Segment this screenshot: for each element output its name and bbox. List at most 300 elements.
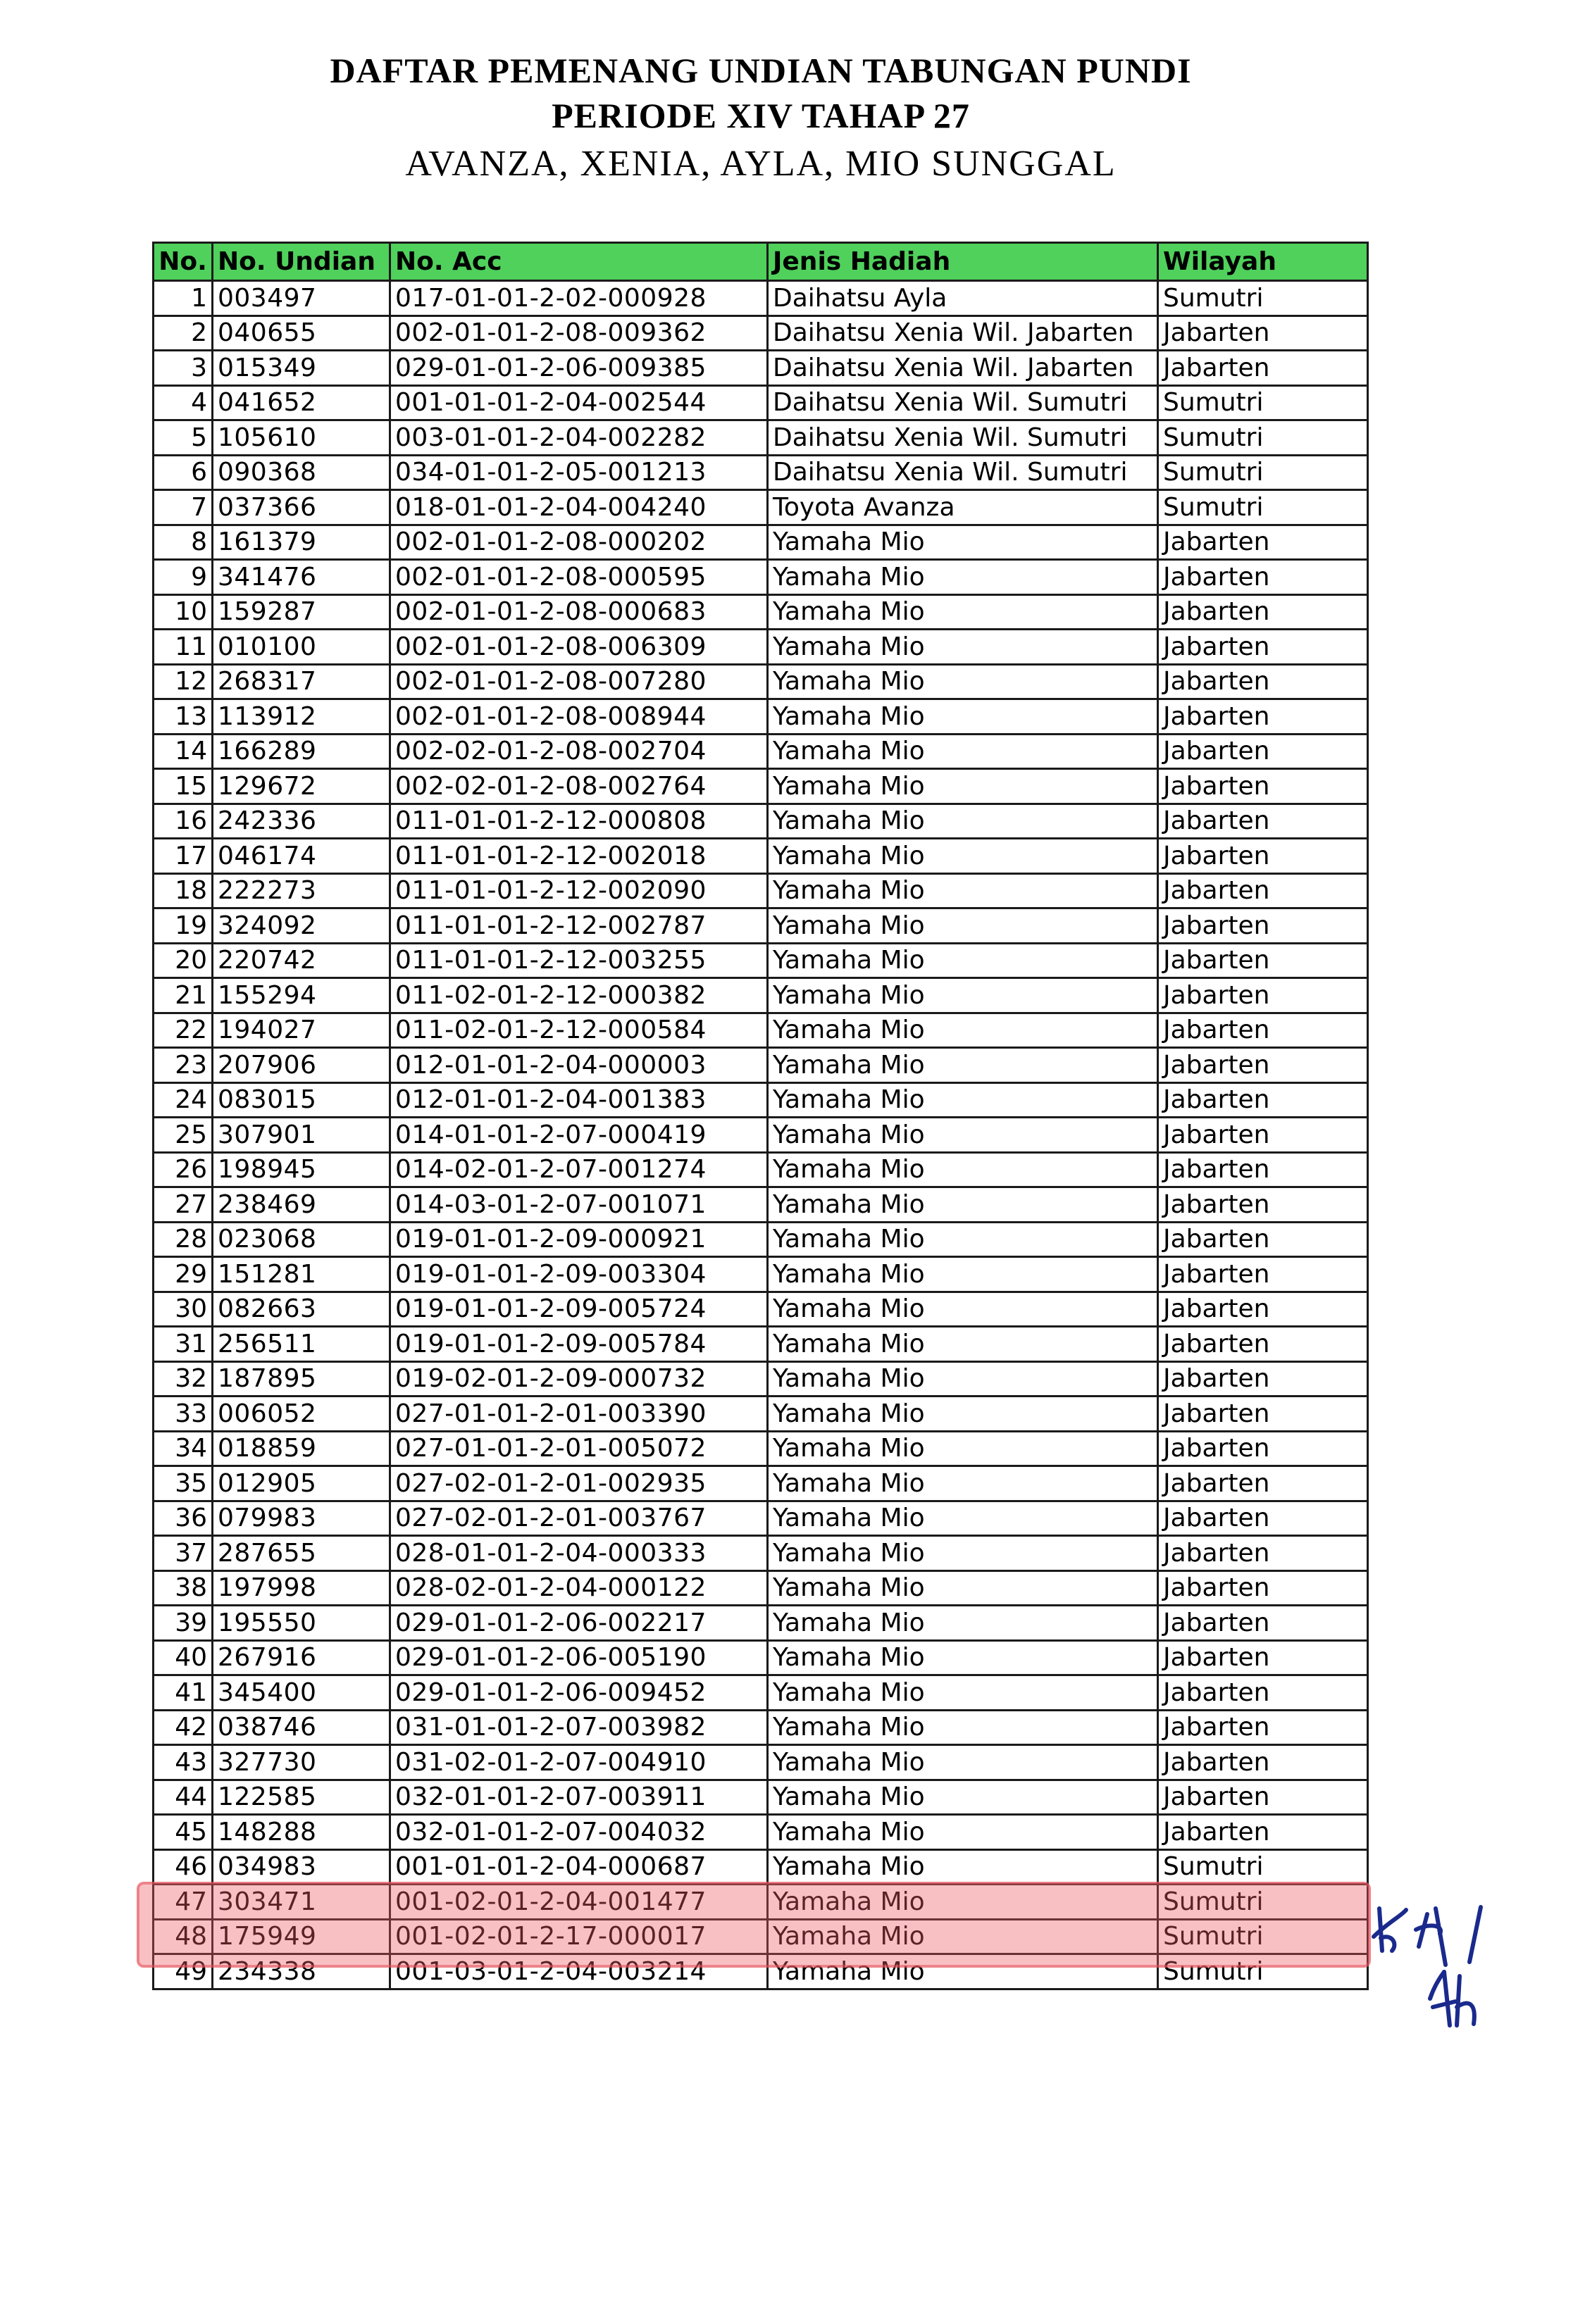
cell-acc: 032-01-01-2-07-004032 <box>390 1815 768 1850</box>
winners-table <box>152 242 1369 1990</box>
cell-hadiah: Yamaha Mio <box>768 1710 1158 1745</box>
table-row <box>154 1570 1368 1606</box>
cell-wilayah: Jabarten <box>1158 1361 1368 1397</box>
cell-wilayah: Sumutri <box>1158 281 1368 316</box>
cell-no: 25 <box>154 1118 213 1153</box>
cell-hadiah: Yamaha Mio <box>768 1361 1158 1397</box>
cell-undian: 046174 <box>213 839 390 874</box>
cell-undian: 083015 <box>213 1082 390 1118</box>
cell-acc: 002-01-01-2-08-000595 <box>390 560 768 595</box>
cell-undian: 151281 <box>213 1257 390 1292</box>
cell-acc: 001-02-01-2-04-001477 <box>390 1885 768 1920</box>
period-title: PERIODE XIV TAHAP 27 <box>552 96 970 135</box>
cell-hadiah: Yamaha Mio <box>768 1849 1158 1885</box>
header-acc: No. Acc <box>390 243 768 281</box>
table-row <box>154 1849 1368 1885</box>
cell-acc: 011-02-01-2-12-000584 <box>390 1013 768 1048</box>
cell-wilayah: Jabarten <box>1158 839 1368 874</box>
cell-hadiah: Yamaha Mio <box>768 1675 1158 1711</box>
cell-wilayah: Jabarten <box>1158 908 1368 944</box>
table-row <box>154 1361 1368 1397</box>
cell-no: 22 <box>154 1013 213 1048</box>
cell-acc: 014-03-01-2-07-001071 <box>390 1187 768 1223</box>
table-row <box>154 978 1368 1013</box>
table-row <box>154 1292 1368 1327</box>
cell-wilayah: Jabarten <box>1158 560 1368 595</box>
cell-acc: 002-01-01-2-08-008944 <box>390 699 768 735</box>
cell-undian: 159287 <box>213 594 390 630</box>
cell-wilayah: Jabarten <box>1158 1501 1368 1536</box>
cell-no: 10 <box>154 594 213 630</box>
header-undian: No. Undian <box>213 243 390 281</box>
cell-acc: 019-01-01-2-09-005784 <box>390 1327 768 1362</box>
cell-undian: 034983 <box>213 1849 390 1885</box>
table-header-row <box>154 243 1368 281</box>
cell-hadiah: Yamaha Mio <box>768 594 1158 630</box>
cell-wilayah: Jabarten <box>1158 1118 1368 1153</box>
cell-undian: 175949 <box>213 1919 390 1954</box>
cell-acc: 029-01-01-2-06-009385 <box>390 351 768 386</box>
cell-wilayah: Jabarten <box>1158 1815 1368 1850</box>
cell-undian: 327730 <box>213 1745 390 1780</box>
cell-no: 49 <box>154 1954 213 1989</box>
cell-undian: 041652 <box>213 385 390 420</box>
cell-undian: 012905 <box>213 1466 390 1501</box>
cell-no: 21 <box>154 978 213 1013</box>
table-row <box>154 873 1368 908</box>
table-row <box>154 420 1368 456</box>
cell-no: 24 <box>154 1082 213 1118</box>
cell-wilayah: Jabarten <box>1158 1466 1368 1501</box>
cell-hadiah: Yamaha Mio <box>768 1919 1158 1954</box>
cell-no: 15 <box>154 769 213 804</box>
cell-acc: 027-01-01-2-01-003390 <box>390 1397 768 1432</box>
cell-undian: 105610 <box>213 420 390 456</box>
cell-wilayah: Jabarten <box>1158 630 1368 665</box>
cell-hadiah: Daihatsu Xenia Wil. Sumutri <box>768 455 1158 490</box>
table-row <box>154 1327 1368 1362</box>
cell-undian: 122585 <box>213 1780 390 1815</box>
table-row <box>154 1815 1368 1850</box>
cell-undian: 220742 <box>213 943 390 978</box>
table-row <box>154 316 1368 351</box>
cell-hadiah: Yamaha Mio <box>768 699 1158 735</box>
header-no: No. <box>154 243 213 281</box>
cell-undian: 287655 <box>213 1536 390 1571</box>
cell-no: 36 <box>154 1501 213 1536</box>
cell-hadiah: Daihatsu Xenia Wil. Sumutri <box>768 385 1158 420</box>
cell-undian: 207906 <box>213 1048 390 1083</box>
cell-acc: 001-03-01-2-04-003214 <box>390 1954 768 1989</box>
cell-wilayah: Jabarten <box>1158 1745 1368 1780</box>
cell-hadiah: Yamaha Mio <box>768 1606 1158 1641</box>
cell-wilayah: Jabarten <box>1158 1187 1368 1223</box>
cell-no: 19 <box>154 908 213 944</box>
table-row <box>154 630 1368 665</box>
cell-wilayah: Jabarten <box>1158 699 1368 735</box>
cell-hadiah: Toyota Avanza <box>768 490 1158 525</box>
cell-acc: 019-01-01-2-09-005724 <box>390 1292 768 1327</box>
cell-hadiah: Yamaha Mio <box>768 1885 1158 1920</box>
cell-wilayah: Jabarten <box>1158 1397 1368 1432</box>
table-row <box>154 281 1368 316</box>
cell-hadiah: Yamaha Mio <box>768 804 1158 839</box>
cell-acc: 027-01-01-2-01-005072 <box>390 1431 768 1466</box>
cell-wilayah: Jabarten <box>1158 734 1368 769</box>
cell-undian: 006052 <box>213 1397 390 1432</box>
cell-hadiah: Yamaha Mio <box>768 978 1158 1013</box>
cell-acc: 001-01-01-2-04-000687 <box>390 1849 768 1885</box>
cell-hadiah: Yamaha Mio <box>768 1501 1158 1536</box>
cell-wilayah: Jabarten <box>1158 943 1368 978</box>
table-row <box>154 1013 1368 1048</box>
header-hadiah: Jenis Hadiah <box>768 243 1158 281</box>
cell-hadiah: Yamaha Mio <box>768 1082 1158 1118</box>
cell-wilayah: Sumutri <box>1158 1954 1368 1989</box>
cell-no: 7 <box>154 490 213 525</box>
cell-undian: 198945 <box>213 1152 390 1187</box>
table-row <box>154 1187 1368 1223</box>
cell-undian: 090368 <box>213 455 390 490</box>
cell-hadiah: Yamaha Mio <box>768 1152 1158 1187</box>
cell-no: 27 <box>154 1187 213 1223</box>
table-row <box>154 560 1368 595</box>
cell-acc: 028-02-01-2-04-000122 <box>390 1570 768 1606</box>
cell-hadiah: Yamaha Mio <box>768 1048 1158 1083</box>
cell-wilayah: Jabarten <box>1158 804 1368 839</box>
handwritten-signature <box>1367 1894 1550 2078</box>
cell-acc: 017-01-01-2-02-000928 <box>390 281 768 316</box>
cell-hadiah: Yamaha Mio <box>768 1257 1158 1292</box>
cell-undian: 197998 <box>213 1570 390 1606</box>
cell-undian: 256511 <box>213 1327 390 1362</box>
cell-wilayah: Jabarten <box>1158 316 1368 351</box>
cell-no: 17 <box>154 839 213 874</box>
table-row <box>154 1048 1368 1083</box>
cell-undian: 341476 <box>213 560 390 595</box>
cell-undian: 242336 <box>213 804 390 839</box>
table-row <box>154 455 1368 490</box>
table-row <box>154 1152 1368 1187</box>
row-highlight <box>137 1882 1371 1968</box>
title-block <box>0 48 1522 190</box>
cell-wilayah: Sumutri <box>1158 1919 1368 1954</box>
table-row <box>154 1466 1368 1501</box>
cell-wilayah: Jabarten <box>1158 1222 1368 1257</box>
cell-acc: 002-01-01-2-08-009362 <box>390 316 768 351</box>
cell-undian: 194027 <box>213 1013 390 1048</box>
table-row <box>154 1780 1368 1815</box>
cell-no: 13 <box>154 699 213 735</box>
cell-hadiah: Yamaha Mio <box>768 1222 1158 1257</box>
cell-no: 1 <box>154 281 213 316</box>
cell-wilayah: Jabarten <box>1158 525 1368 560</box>
cell-acc: 014-02-01-2-07-001274 <box>390 1152 768 1187</box>
cell-wilayah: Jabarten <box>1158 1780 1368 1815</box>
cell-no: 3 <box>154 351 213 386</box>
cell-acc: 031-01-01-2-07-003982 <box>390 1710 768 1745</box>
table-body <box>154 281 1368 1989</box>
cell-undian: 166289 <box>213 734 390 769</box>
cell-no: 23 <box>154 1048 213 1083</box>
cell-hadiah: Yamaha Mio <box>768 664 1158 699</box>
cell-hadiah: Yamaha Mio <box>768 1431 1158 1466</box>
cell-wilayah: Sumutri <box>1158 490 1368 525</box>
cell-undian: 018859 <box>213 1431 390 1466</box>
cell-undian: 023068 <box>213 1222 390 1257</box>
cell-wilayah: Jabarten <box>1158 664 1368 699</box>
cell-acc: 011-01-01-2-12-002787 <box>390 908 768 944</box>
table-row <box>154 804 1368 839</box>
cell-undian: 161379 <box>213 525 390 560</box>
cell-wilayah: Sumutri <box>1158 1885 1368 1920</box>
cell-hadiah: Daihatsu Xenia Wil. Sumutri <box>768 420 1158 456</box>
cell-undian: 038746 <box>213 1710 390 1745</box>
cell-no: 31 <box>154 1327 213 1362</box>
cell-no: 9 <box>154 560 213 595</box>
cell-hadiah: Daihatsu Xenia Wil. Jabarten <box>768 351 1158 386</box>
cell-undian: 238469 <box>213 1187 390 1223</box>
cell-acc: 012-01-01-2-04-001383 <box>390 1082 768 1118</box>
cell-wilayah: Jabarten <box>1158 1292 1368 1327</box>
cell-acc: 034-01-01-2-05-001213 <box>390 455 768 490</box>
cell-no: 35 <box>154 1466 213 1501</box>
cell-acc: 011-02-01-2-12-000382 <box>390 978 768 1013</box>
cell-no: 38 <box>154 1570 213 1606</box>
cell-no: 20 <box>154 943 213 978</box>
cell-undian: 040655 <box>213 316 390 351</box>
cell-acc: 011-01-01-2-12-002090 <box>390 873 768 908</box>
cell-wilayah: Sumutri <box>1158 385 1368 420</box>
cell-undian: 148288 <box>213 1815 390 1850</box>
table-row <box>154 525 1368 560</box>
cell-no: 16 <box>154 804 213 839</box>
cell-acc: 001-01-01-2-04-002544 <box>390 385 768 420</box>
cell-acc: 031-02-01-2-07-004910 <box>390 1745 768 1780</box>
cell-undian: 303471 <box>213 1885 390 1920</box>
table-row <box>154 1118 1368 1153</box>
page-title: DAFTAR PEMENANG UNDIAN TABUNGAN PUNDI <box>330 51 1192 90</box>
cell-no: 44 <box>154 1780 213 1815</box>
cell-no: 33 <box>154 1397 213 1432</box>
cell-acc: 027-02-01-2-01-002935 <box>390 1466 768 1501</box>
cell-acc: 011-01-01-2-12-000808 <box>390 804 768 839</box>
cell-undian: 037366 <box>213 490 390 525</box>
cell-wilayah: Jabarten <box>1158 978 1368 1013</box>
cell-wilayah: Jabarten <box>1158 1327 1368 1362</box>
table-row <box>154 385 1368 420</box>
cell-acc: 002-01-01-2-08-007280 <box>390 664 768 699</box>
cell-hadiah: Yamaha Mio <box>768 734 1158 769</box>
cell-acc: 011-01-01-2-12-002018 <box>390 839 768 874</box>
cell-acc: 019-02-01-2-09-000732 <box>390 1361 768 1397</box>
table-row <box>154 1257 1368 1292</box>
cell-no: 8 <box>154 525 213 560</box>
cell-hadiah: Yamaha Mio <box>768 1640 1158 1675</box>
cell-acc: 002-02-01-2-08-002704 <box>390 734 768 769</box>
cell-acc: 002-01-01-2-08-000683 <box>390 594 768 630</box>
cell-acc: 012-01-01-2-04-000003 <box>390 1048 768 1083</box>
cell-undian: 082663 <box>213 1292 390 1327</box>
cell-no: 2 <box>154 316 213 351</box>
cell-wilayah: Jabarten <box>1158 1048 1368 1083</box>
cell-hadiah: Yamaha Mio <box>768 560 1158 595</box>
table-row <box>154 839 1368 874</box>
table-row <box>154 664 1368 699</box>
cell-undian: 113912 <box>213 699 390 735</box>
cell-wilayah: Jabarten <box>1158 1675 1368 1711</box>
cell-hadiah: Yamaha Mio <box>768 839 1158 874</box>
table-row <box>154 943 1368 978</box>
cell-wilayah: Jabarten <box>1158 1710 1368 1745</box>
cell-hadiah: Yamaha Mio <box>768 1118 1158 1153</box>
cell-wilayah: Jabarten <box>1158 873 1368 908</box>
table-row <box>154 1222 1368 1257</box>
cell-no: 28 <box>154 1222 213 1257</box>
cell-hadiah: Yamaha Mio <box>768 1187 1158 1223</box>
cell-undian: 129672 <box>213 769 390 804</box>
cell-no: 34 <box>154 1431 213 1466</box>
table-row <box>154 1710 1368 1745</box>
cell-undian: 003497 <box>213 281 390 316</box>
cell-hadiah: Yamaha Mio <box>768 525 1158 560</box>
cell-no: 30 <box>154 1292 213 1327</box>
cell-no: 37 <box>154 1536 213 1571</box>
cell-no: 5 <box>154 420 213 456</box>
cell-no: 47 <box>154 1885 213 1920</box>
cell-wilayah: Jabarten <box>1158 1013 1368 1048</box>
table-row <box>154 908 1368 944</box>
cell-hadiah: Daihatsu Xenia Wil. Jabarten <box>768 316 1158 351</box>
cell-wilayah: Jabarten <box>1158 351 1368 386</box>
cell-wilayah: Jabarten <box>1158 1606 1368 1641</box>
cell-acc: 002-01-01-2-08-006309 <box>390 630 768 665</box>
cell-no: 46 <box>154 1849 213 1885</box>
cell-acc: 014-01-01-2-07-000419 <box>390 1118 768 1153</box>
cell-acc: 003-01-01-2-04-002282 <box>390 420 768 456</box>
cell-undian: 307901 <box>213 1118 390 1153</box>
table-row <box>154 1082 1368 1118</box>
cell-acc: 028-01-01-2-04-000333 <box>390 1536 768 1571</box>
cell-no: 4 <box>154 385 213 420</box>
cell-wilayah: Sumutri <box>1158 1849 1368 1885</box>
cell-hadiah: Yamaha Mio <box>768 1954 1158 1989</box>
cell-acc: 019-01-01-2-09-003304 <box>390 1257 768 1292</box>
cell-hadiah: Yamaha Mio <box>768 1570 1158 1606</box>
cell-no: 18 <box>154 873 213 908</box>
cell-acc: 018-01-01-2-04-004240 <box>390 490 768 525</box>
cell-undian: 267916 <box>213 1640 390 1675</box>
cell-acc: 029-01-01-2-06-002217 <box>390 1606 768 1641</box>
cell-acc: 011-01-01-2-12-003255 <box>390 943 768 978</box>
cell-wilayah: Sumutri <box>1158 455 1368 490</box>
cell-no: 32 <box>154 1361 213 1397</box>
cell-undian: 195550 <box>213 1606 390 1641</box>
table-row <box>154 1536 1368 1571</box>
cell-hadiah: Daihatsu Ayla <box>768 281 1158 316</box>
cell-no: 45 <box>154 1815 213 1850</box>
cell-no: 11 <box>154 630 213 665</box>
cell-undian: 324092 <box>213 908 390 944</box>
cell-undian: 345400 <box>213 1675 390 1711</box>
cell-no: 29 <box>154 1257 213 1292</box>
table-row <box>154 1501 1368 1536</box>
cell-hadiah: Yamaha Mio <box>768 1327 1158 1362</box>
table-row <box>154 1675 1368 1711</box>
cell-acc: 032-01-01-2-07-003911 <box>390 1780 768 1815</box>
cell-hadiah: Yamaha Mio <box>768 630 1158 665</box>
cell-wilayah: Sumutri <box>1158 420 1368 456</box>
cell-acc: 002-02-01-2-08-002764 <box>390 769 768 804</box>
table-row <box>154 490 1368 525</box>
cell-wilayah: Jabarten <box>1158 1257 1368 1292</box>
table-row <box>154 734 1368 769</box>
table-row <box>154 351 1368 386</box>
cell-wilayah: Jabarten <box>1158 769 1368 804</box>
prize-subtitle: AVANZA, XENIA, AYLA, MIO SUNGGAL <box>405 144 1117 184</box>
table-row <box>154 1606 1368 1641</box>
cell-wilayah: Jabarten <box>1158 1431 1368 1466</box>
cell-hadiah: Yamaha Mio <box>768 943 1158 978</box>
table-row <box>154 769 1368 804</box>
cell-undian: 015349 <box>213 351 390 386</box>
cell-hadiah: Yamaha Mio <box>768 1780 1158 1815</box>
cell-no: 43 <box>154 1745 213 1780</box>
cell-hadiah: Yamaha Mio <box>768 1466 1158 1501</box>
cell-undian: 187895 <box>213 1361 390 1397</box>
table-row <box>154 1431 1368 1466</box>
cell-acc: 019-01-01-2-09-000921 <box>390 1222 768 1257</box>
cell-wilayah: Jabarten <box>1158 1640 1368 1675</box>
cell-undian: 155294 <box>213 978 390 1013</box>
cell-no: 14 <box>154 734 213 769</box>
cell-hadiah: Yamaha Mio <box>768 1292 1158 1327</box>
cell-acc: 027-02-01-2-01-003767 <box>390 1501 768 1536</box>
cell-acc: 001-02-01-2-17-000017 <box>390 1919 768 1954</box>
cell-wilayah: Jabarten <box>1158 1152 1368 1187</box>
cell-wilayah: Jabarten <box>1158 1536 1368 1571</box>
cell-hadiah: Yamaha Mio <box>768 769 1158 804</box>
cell-no: 48 <box>154 1919 213 1954</box>
header-wilayah: Wilayah <box>1158 243 1368 281</box>
cell-wilayah: Jabarten <box>1158 594 1368 630</box>
cell-hadiah: Yamaha Mio <box>768 1745 1158 1780</box>
cell-no: 26 <box>154 1152 213 1187</box>
table-row <box>154 1397 1368 1432</box>
cell-hadiah: Yamaha Mio <box>768 1397 1158 1432</box>
cell-undian: 010100 <box>213 630 390 665</box>
cell-undian: 079983 <box>213 1501 390 1536</box>
cell-acc: 002-01-01-2-08-000202 <box>390 525 768 560</box>
table-row <box>154 1640 1368 1675</box>
cell-hadiah: Yamaha Mio <box>768 908 1158 944</box>
cell-wilayah: Jabarten <box>1158 1082 1368 1118</box>
table-row <box>154 1745 1368 1780</box>
table-row <box>154 699 1368 735</box>
cell-no: 40 <box>154 1640 213 1675</box>
cell-undian: 234338 <box>213 1954 390 1989</box>
cell-hadiah: Yamaha Mio <box>768 1815 1158 1850</box>
table-row <box>154 594 1368 630</box>
cell-no: 39 <box>154 1606 213 1641</box>
cell-no: 6 <box>154 455 213 490</box>
cell-wilayah: Jabarten <box>1158 1570 1368 1606</box>
cell-no: 42 <box>154 1710 213 1745</box>
cell-hadiah: Yamaha Mio <box>768 873 1158 908</box>
cell-no: 41 <box>154 1675 213 1711</box>
cell-acc: 029-01-01-2-06-005190 <box>390 1640 768 1675</box>
cell-hadiah: Yamaha Mio <box>768 1536 1158 1571</box>
